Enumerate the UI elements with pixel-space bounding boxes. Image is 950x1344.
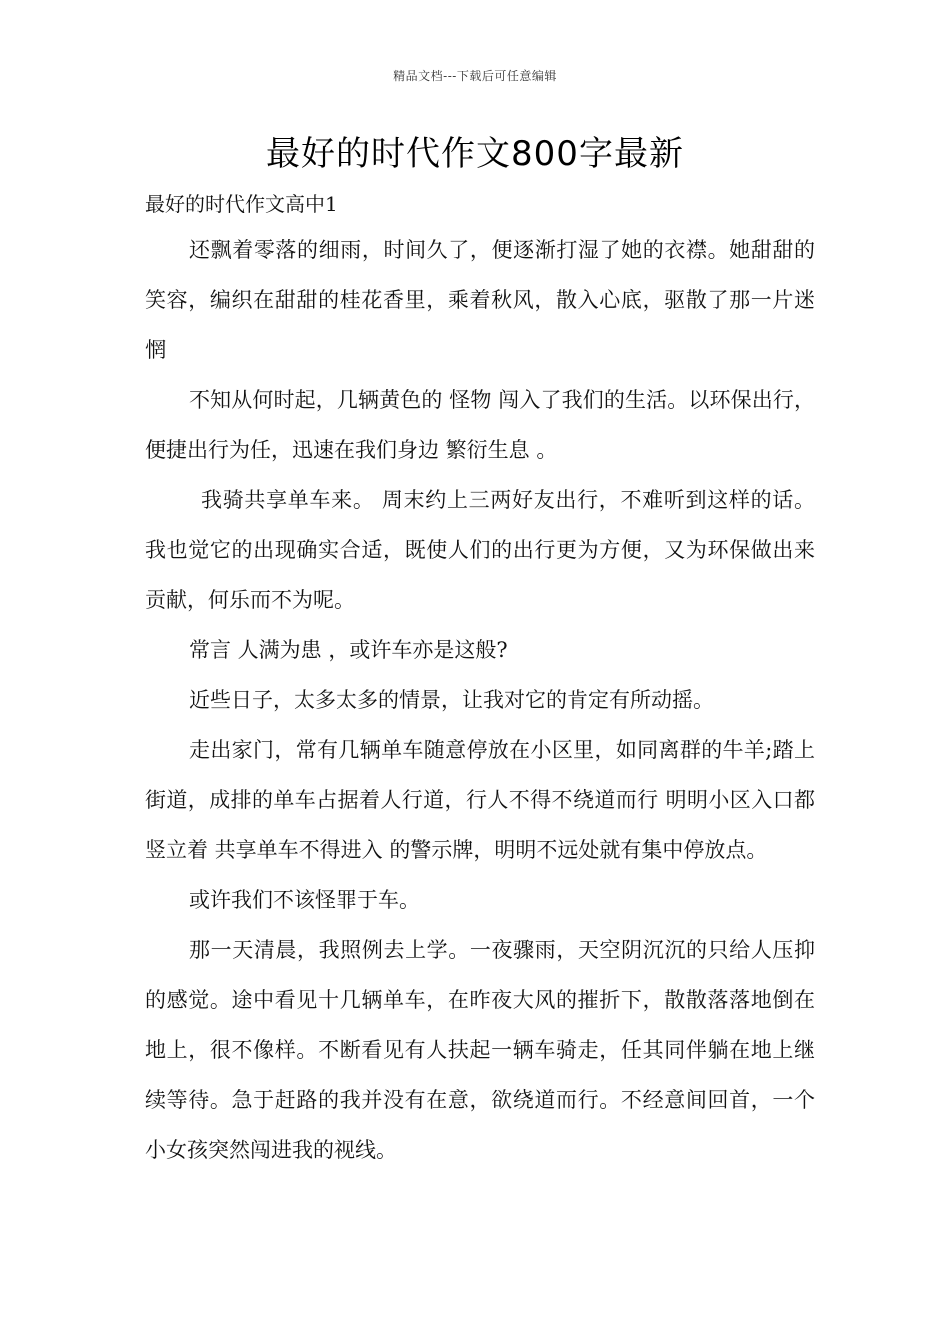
paragraph-5: 近些日子，太多太多的情景，让我对它的肯定有所动摇。: [189, 688, 714, 712]
document-title: 最好的时代作文800字最新: [266, 134, 684, 174]
body-text: [145, 225, 815, 1175]
paragraph-7: 或许我们不该怪罪于车。: [189, 888, 420, 912]
paragraph-1: 还飘着零落的细雨，时间久了，便逐渐打湿了她的衣襟。她甜甜的笑容，编织在甜甜的桂花香里，乘着秋风，散入心底，驱散了那一片迷惘: [145, 238, 815, 362]
paragraph-8: 那一天清晨，我照例去上学。一夜骤雨，天空阴沉沉的只给人压抑的感觉。途中看见十几辆单车，在昨夜大风的摧折下，散散落落地倒在地上，很不像样。不断看见有人扶起一辆车骑走，任其同伴躺在地上继续等待。急于赶路的我并没有在意，欲绕道而行。不经意间回首，一个小女孩突然闯进我的视线。: [145, 938, 815, 1162]
header-note: 精品文档---下载后可任意编辑: [393, 69, 557, 83]
paragraph-3: 我骑共享单车来。 周末约上三两好友出行，不难听到这样的话。我也觉它的出现确实合适，既使人们的出行更为方便，又为环保做出来贡献，何乐而不为呢。: [145, 488, 815, 612]
paragraph-2: 不知从何时起，几辆黄色的 怪物 闯入了我们的生活。以环保出行，便捷出行为任，迅速在我们身边 繁衍生息 。: [145, 388, 815, 462]
document-subtitle: 最好的时代作文高中1: [145, 192, 338, 216]
paragraph-4: 常言 人满为患 ，或许车亦是这般?: [189, 638, 508, 662]
paragraph-6: 走出家门，常有几辆单车随意停放在小区里，如同离群的牛羊;踏上街道，成排的单车占据着人行道，行人不得不绕道而行 明明小区入口都竖立着 共享单车不得进入 的警示牌，明明不远处就有集中停放点。: [145, 738, 815, 862]
